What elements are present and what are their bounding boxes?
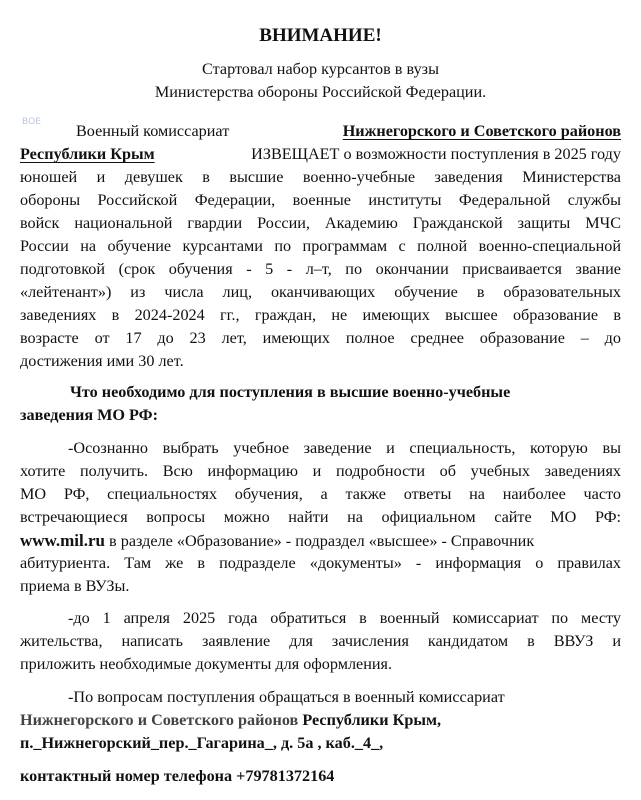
notice-heading: ВНИМАНИЕ!: [259, 25, 382, 46]
para1-line-4: встречающиеся вопросы можно найти на официальном сайте МО РФ:: [20, 508, 621, 526]
para1-line-5: [20, 529, 621, 553]
contact-address: п._Нижнегорский_пер._Гагарина_, д. 5а , каб._4_,: [20, 734, 384, 752]
para1-line-7: приема в ВУЗы.: [20, 577, 130, 595]
requirements-heading-line-1: Что необходимо для поступления в высшие военно-учебные: [70, 383, 511, 401]
intro-line-7: подготовкой (срок обучения - 5 - л–т, по окончании присваивается звание: [20, 260, 621, 278]
para2-line-1: -до 1 апреля 2025 года обратиться в военный комиссариат по месту: [68, 609, 621, 627]
para1-site-section: в разделе «Образование» - подраздел «высшее» - Справочник: [105, 532, 535, 550]
para1-line-3: МО РФ, специальностях обучения, а также ответы на наиболее часто: [20, 485, 621, 503]
intro-line-8: «лейтенант») из числа лиц, оканчивающих обучение в образовательных: [20, 283, 621, 301]
contact-office-line: [20, 709, 441, 732]
intro-line-4: обороны Российской Федерации, военные институты Федеральной службы: [20, 191, 621, 209]
faint-stamp-mark: ВОЕ: [22, 117, 41, 127]
para1-line-2: хотите получить. Всю информацию и подробности об учебных заведениях: [20, 462, 621, 480]
intro-line-6: России на обучение курсантами по программам с полной военно-специальной: [20, 237, 621, 255]
intro-line-10: возрасте от 17 до 23 лет, имеющих полное среднее образование – до: [20, 329, 621, 347]
contact-districts: Нижнегорского и Советского районов: [20, 711, 299, 729]
contact-intro: -По вопросам поступления обращаться в военный комиссариат: [68, 688, 505, 706]
intro-line-3: юношей и девушек в высшие военно-учебные заведения Министерства: [20, 168, 621, 186]
intro-republic: Республики Крым: [20, 145, 155, 163]
intro-line-9: заведениях в 2024-2024 гг., граждан, не имеющих высшее образование в: [20, 306, 621, 324]
intro-commissariat: Военный комиссариат: [76, 122, 230, 140]
para2-line-3: приложить необходимые документы для оформления.: [20, 655, 393, 673]
official-site-link[interactable]: www.mil.ru: [20, 531, 105, 550]
intro-districts: Нижнегорского и Советского районов: [342, 122, 621, 140]
para1-line-1: -Осознанно выбрать учебное заведение и специальность, которую вы: [68, 439, 621, 457]
para1-line-6: абитуриента. Там же в подразделе «документы» - информация о правилах: [20, 554, 621, 572]
subtitle-line-1: Стартовал набор курсантов в вузы: [202, 60, 439, 78]
contact-phone: контактный номер телефона +79781372164: [20, 767, 335, 785]
intro-line-1: [76, 120, 621, 143]
para2-line-2: жительства, написать заявление для зачисления кандидатом в ВВУЗ и: [20, 632, 621, 650]
requirements-heading-line-2: заведения МО РФ:: [20, 406, 158, 424]
subtitle-line-2: Министерства обороны Российской Федерации.: [154, 83, 487, 101]
intro-announces: ИЗВЕЩАЕТ о возможности поступления в 2025 году: [251, 145, 621, 163]
intro-line-11: достижения ими 30 лет.: [20, 352, 184, 370]
intro-line-2: [20, 143, 621, 166]
intro-line-5: войск национальной гвардии России, Академию Гражданской защиты МЧС: [20, 214, 621, 232]
contact-republic: Республики Крым,: [298, 711, 442, 729]
